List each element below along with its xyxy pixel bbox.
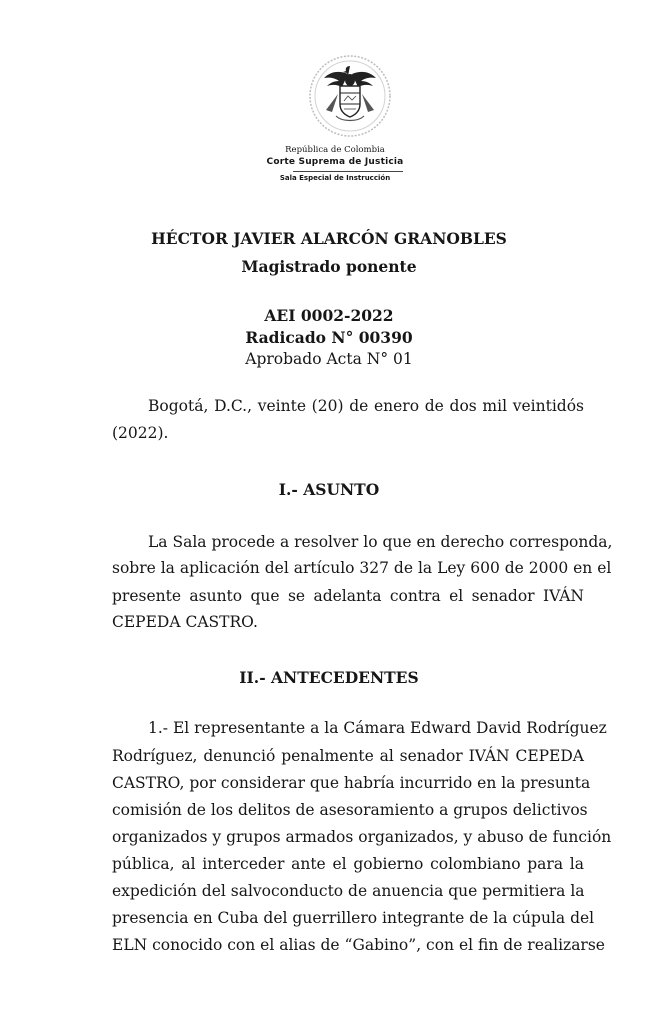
date-line: (2022). [112,424,169,442]
paragraph-line: pública, al interceder ante el gobierno colombiano para la [112,855,584,873]
paragraph-line: comisión de los delitos de asesoramiento a grupos delictivos [112,801,588,819]
paragraph-line: ELN conocido con el alias de “Gabino”, con el fin de realizarse [112,936,605,954]
country-label: República de Colombia [285,145,385,155]
date-line: Bogotá, D.C., veinte (20) de enero de dos mil veintidós [148,397,584,415]
section-title-asunto: I.- ASUNTO [278,480,380,499]
header-divider [293,171,403,172]
approval-record: Aprobado Acta N° 01 [245,350,413,368]
magistrate-name: HÉCTOR JAVIER ALARCÓN GRANOBLES [151,229,507,248]
section-title-antecedentes: II.- ANTECEDENTES [239,668,419,687]
paragraph-line: Rodríguez, denunció penalmente al senador IVÁN CEPEDA [112,747,584,765]
magistrate-role: Magistrado ponente [241,257,417,276]
paragraph-line: presente asunto que se adelanta contra el senador IVÁN [112,587,584,605]
court-name: Corte Suprema de Justicia [266,157,404,167]
paragraph-line: CEPEDA CASTRO. [112,613,258,631]
paragraph-line: 1.- El representante a la Cámara Edward David Rodríguez [148,719,607,737]
file-number: Radicado N° 00390 [245,328,413,347]
paragraph-line: presencia en Cuba del guerrillero integrante de la cúpula del [112,909,595,927]
coat-of-arms-emblem [308,54,392,138]
coat-of-arms-icon [308,54,392,138]
case-code: AEI 0002-2022 [264,306,394,325]
paragraph-line: CASTRO, por considerar que habría incurrido en la presunta [112,774,591,792]
paragraph-line: sobre la aplicación del artículo 327 de la Ley 600 de 2000 en el [112,559,612,577]
paragraph-line: organizados y grupos armados organizados, y abuso de función [112,828,612,846]
paragraph-line: expedición del salvoconducto de anuencia que permitiera la [112,882,585,900]
paragraph-line: La Sala procede a resolver lo que en derecho corresponda, [148,533,613,551]
chamber-name: Sala Especial de Instrucción [279,174,391,182]
